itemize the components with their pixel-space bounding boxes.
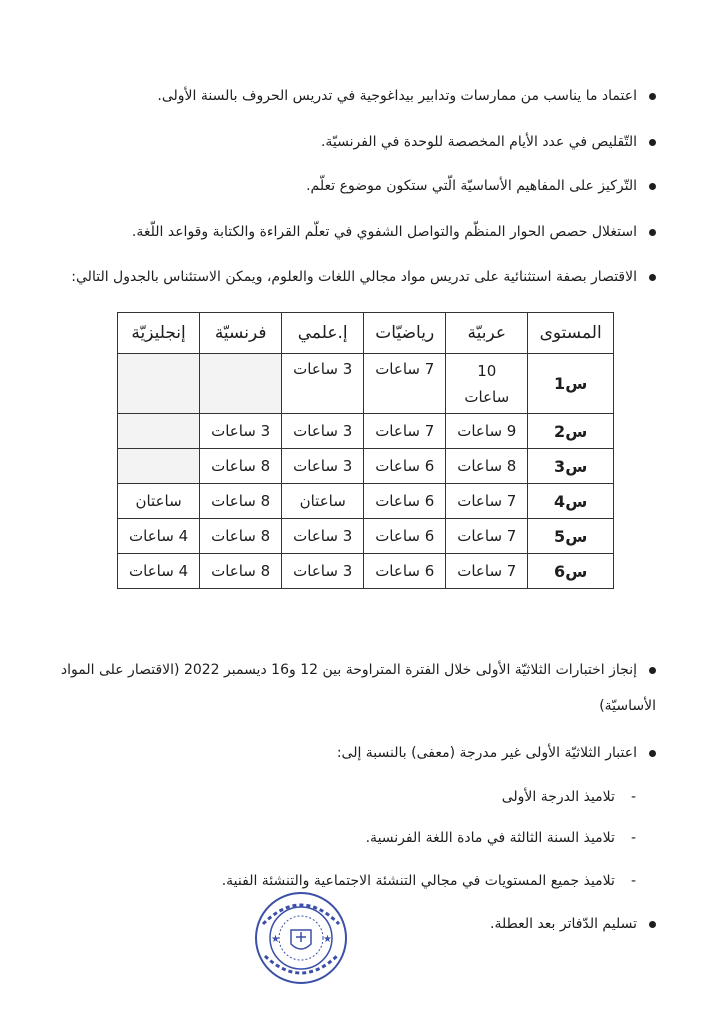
table-cell: ساعتان	[118, 484, 200, 519]
hours-table	[117, 312, 614, 589]
bullet-dot-icon	[649, 667, 656, 674]
bullet-item	[56, 84, 656, 108]
table-cell: 7 ساعات	[446, 484, 528, 519]
bullet-dot-icon	[649, 274, 656, 281]
bullet-dot-icon	[649, 93, 656, 100]
table-cell: 8 ساعات	[200, 484, 282, 519]
table-cell: 3 ساعات	[282, 449, 364, 484]
bullet-dot-icon	[649, 921, 656, 928]
header-english: إنجليزيّة	[118, 313, 200, 354]
bullet-item	[56, 652, 656, 724]
dash-icon: -	[630, 830, 636, 846]
table-cell: ساعتان	[282, 484, 364, 519]
table-cell: 4 ساعات	[118, 519, 200, 554]
list-item-text: تلاميذ جميع المستويات في مجالي التنشئة الاجتماعية والتنشئة الفنية.	[221, 873, 615, 889]
bullet-text: اعتبار الثلاثيّة الأولى غير مدرجة (معفى) بالنسبة إلى:	[336, 745, 637, 761]
header-math: رياضيّات	[364, 313, 446, 354]
table-header-row	[118, 313, 614, 354]
table-cell: س4	[528, 484, 614, 519]
table-row	[118, 414, 614, 449]
dash-icon: -	[630, 873, 636, 889]
bullet-dot-icon	[649, 229, 656, 236]
table-cell: 7 ساعات	[364, 354, 446, 414]
bullet-text: اعتماد ما يناسب من ممارسات وتدابير بيداغوجية في تدريس الحروف بالسنة الأولى.	[157, 88, 637, 104]
official-stamp-icon	[253, 890, 349, 986]
table-cell	[118, 449, 200, 484]
table-row	[118, 354, 614, 414]
bullet-text: التّقليص في عدد الأيام المخصصة للوحدة في الفرنسيّة.	[320, 134, 637, 150]
bullet-dot-icon	[649, 139, 656, 146]
header-arabic: عربيّة	[446, 313, 528, 354]
list-item-text: تلاميذ الدرجة الأولى	[501, 789, 615, 805]
bullet-item	[56, 741, 656, 765]
bullet-item	[56, 912, 656, 936]
table-cell: 7 ساعات	[446, 554, 528, 589]
bullet-text: التّركيز على المفاهيم الأساسيّة الّتي ستكون موضوع تعلّم.	[306, 178, 637, 194]
header-level: المستوى	[528, 313, 614, 354]
header-french: فرنسيّة	[200, 313, 282, 354]
table-cell: س5	[528, 519, 614, 554]
bullet-text: الاقتصار بصفة استثنائية على تدريس مواد مجالي اللغات والعلوم، ويمكن الاستئناس بالجدول التالي:	[71, 269, 637, 285]
table-cell	[200, 354, 282, 414]
table-cell: 4 ساعات	[118, 554, 200, 589]
table-cell: 7 ساعات	[446, 519, 528, 554]
dash-icon: -	[630, 789, 636, 805]
table-cell	[118, 414, 200, 449]
table-cell: 9 ساعات	[446, 414, 528, 449]
list-item	[76, 785, 636, 809]
table-cell: س2	[528, 414, 614, 449]
table-cell: 8 ساعات	[200, 554, 282, 589]
table-row	[118, 449, 614, 484]
table-cell: 6 ساعات	[364, 554, 446, 589]
bullet-text: إنجاز اختبارات الثلاثيّة الأولى خلال الفترة المتراوحة بين 12 و16 ديسمبر 2022 (الاقتصار على المواد الأساسيّة)	[60, 662, 656, 714]
table-cell: س6	[528, 554, 614, 589]
table-row	[118, 554, 614, 589]
table-cell: 3 ساعات	[282, 414, 364, 449]
table-cell: س1	[528, 354, 614, 414]
table-cell: س3	[528, 449, 614, 484]
bullet-item	[56, 265, 656, 289]
table-cell	[118, 354, 200, 414]
table-cell: 10 ساعات	[446, 354, 528, 414]
table-row	[118, 484, 614, 519]
bullet-dot-icon	[649, 750, 656, 757]
list-item	[76, 869, 636, 893]
bullet-item	[56, 130, 656, 154]
list-item	[76, 826, 636, 850]
bullet-text: استغلال حصص الحوار المنظّم والتواصل الشفوي في تعلّم القراءة والكتابة وقواعد اللّغة.	[131, 224, 637, 240]
bullet-text: تسليم الدّفاتر بعد العطلة.	[490, 916, 637, 932]
table-cell: 3 ساعات	[282, 554, 364, 589]
svg-text:★: ★	[271, 934, 280, 945]
table-cell: 8 ساعات	[200, 519, 282, 554]
table-cell: 3 ساعات	[282, 519, 364, 554]
svg-text:★: ★	[323, 934, 332, 945]
table-cell: 8 ساعات	[446, 449, 528, 484]
list-item-text: تلاميذ السنة الثالثة في مادة اللغة الفرنسية.	[365, 830, 615, 846]
bullet-item	[56, 174, 656, 198]
table-row	[118, 519, 614, 554]
bullet-item	[56, 220, 656, 244]
table-cell: 3 ساعات	[200, 414, 282, 449]
table-cell: 3 ساعات	[282, 354, 364, 414]
table-cell: 7 ساعات	[364, 414, 446, 449]
table-cell: 8 ساعات	[200, 449, 282, 484]
table-cell: 6 ساعات	[364, 519, 446, 554]
table-cell: 6 ساعات	[364, 484, 446, 519]
header-science: إ.علمي	[282, 313, 364, 354]
table-cell: 6 ساعات	[364, 449, 446, 484]
bullet-dot-icon	[649, 183, 656, 190]
